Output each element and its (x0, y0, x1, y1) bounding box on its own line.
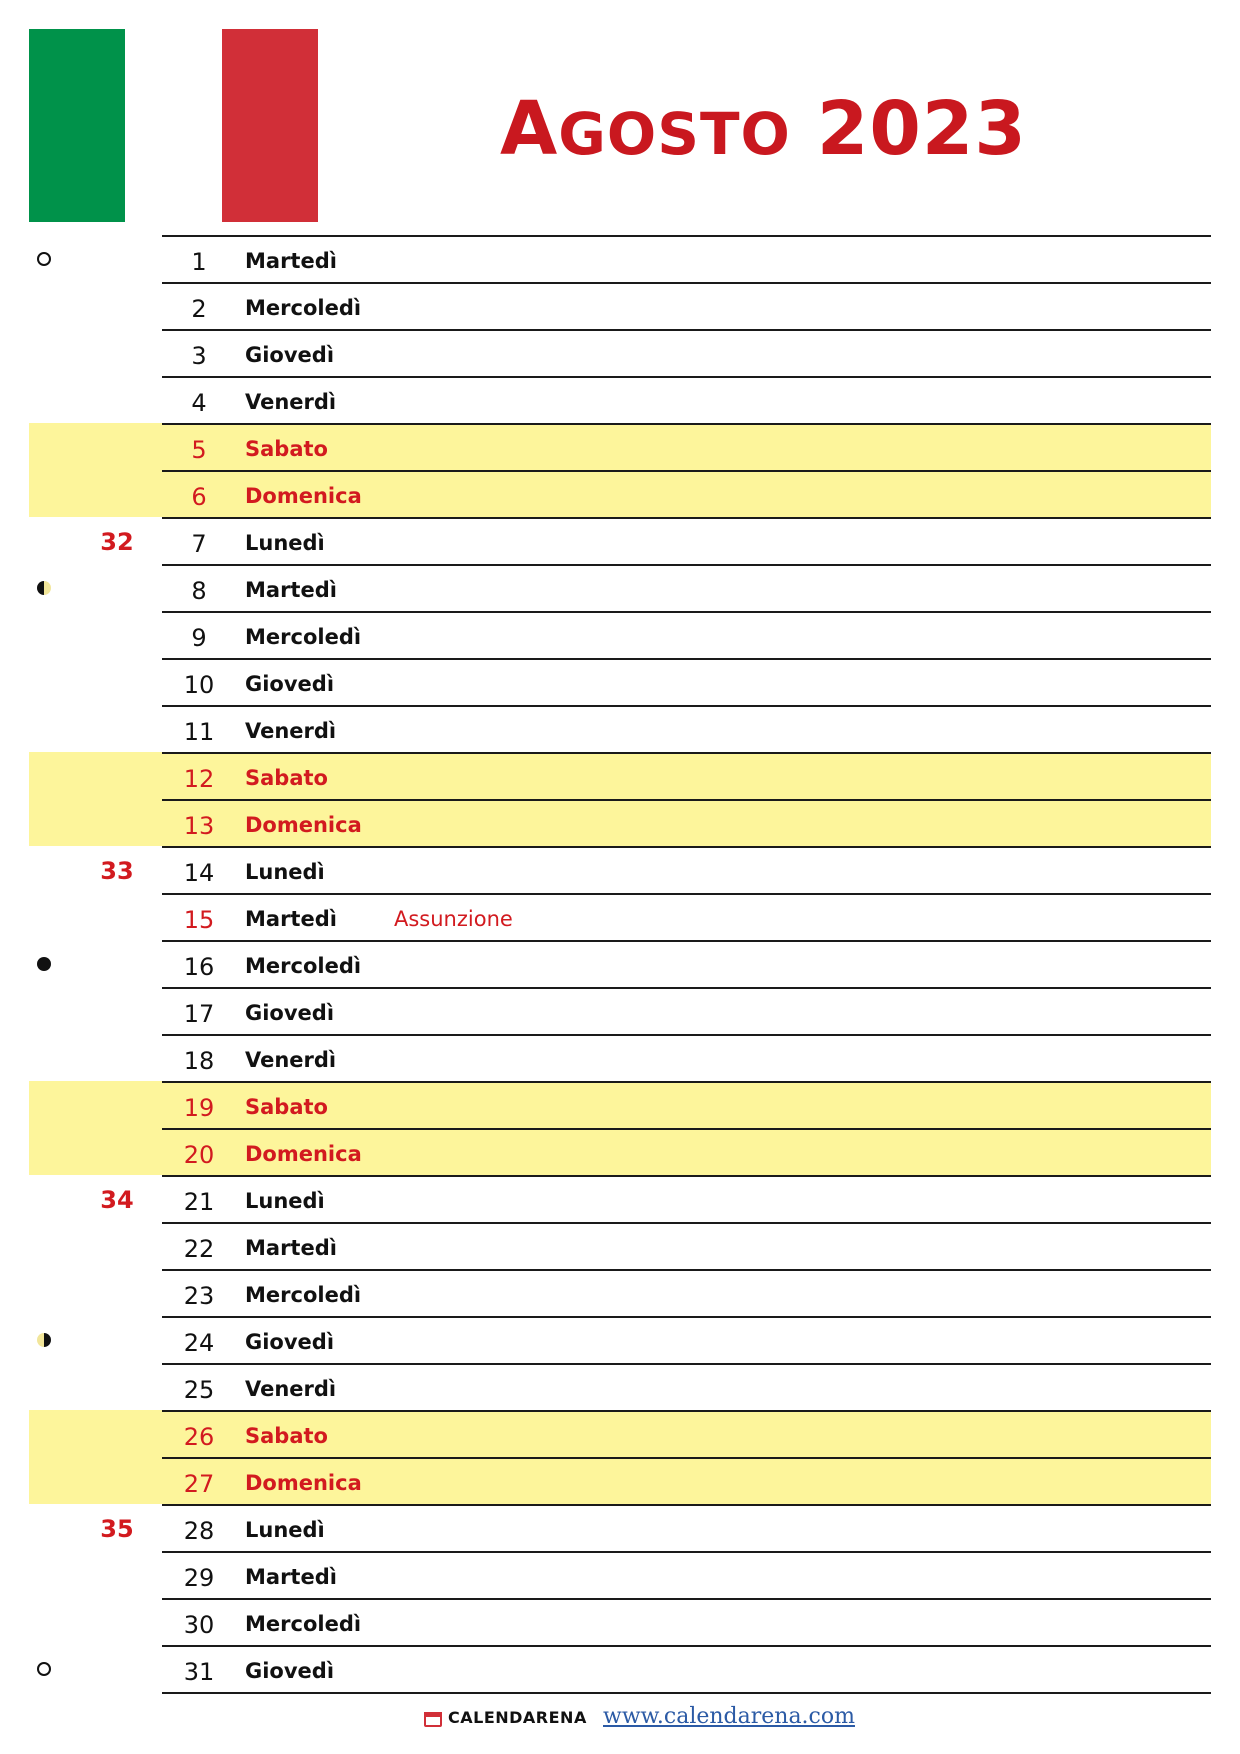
holiday-note: Assunzione (394, 907, 513, 931)
day-row (0, 1551, 1240, 1598)
row-divider (162, 752, 1211, 754)
weekday-name: Lunedì (245, 531, 325, 555)
weekday-name: Mercoledì (245, 1283, 362, 1307)
moon-first-icon (37, 1333, 51, 1347)
day-number: 1 (191, 248, 207, 276)
row-divider (162, 1551, 1211, 1553)
row-divider (162, 376, 1211, 378)
day-row (0, 1598, 1240, 1645)
weekday-name: Sabato (245, 437, 328, 461)
day-row (0, 282, 1240, 329)
day-number: 26 (183, 1423, 215, 1451)
weekday-name: Martedì (245, 249, 337, 273)
day-number: 17 (183, 1000, 215, 1028)
row-divider (162, 799, 1211, 801)
weekday-name: Mercoledì (245, 954, 362, 978)
row-divider (162, 329, 1211, 331)
day-row (0, 1128, 1240, 1175)
day-number: 24 (183, 1329, 215, 1357)
row-divider (162, 1128, 1211, 1130)
page-title (500, 86, 1027, 172)
day-number: 27 (183, 1470, 215, 1498)
row-divider (162, 846, 1211, 848)
row-divider (162, 1034, 1211, 1036)
website-link[interactable]: www.calendarena.com (603, 1704, 855, 1729)
day-number: 29 (183, 1564, 215, 1592)
row-divider (162, 282, 1211, 284)
calendar-icon (424, 1709, 442, 1727)
row-divider (162, 1363, 1211, 1365)
row-divider (162, 893, 1211, 895)
row-divider (162, 987, 1211, 989)
row-divider (162, 235, 1211, 237)
row-divider (162, 705, 1211, 707)
day-number: 21 (183, 1188, 215, 1216)
brand-logo (424, 1708, 587, 1727)
weekday-name: Mercoledì (245, 625, 362, 649)
week-number: 35 (100, 1515, 134, 1543)
day-row (0, 1363, 1240, 1410)
day-row (0, 423, 1240, 470)
weekday-name: Mercoledì (245, 1612, 362, 1636)
brand-name: CALENDARENA (448, 1708, 587, 1727)
day-number: 23 (183, 1282, 215, 1310)
day-number: 28 (183, 1517, 215, 1545)
day-row (0, 846, 1240, 893)
day-row (0, 1410, 1240, 1457)
moon-full-icon (37, 1662, 51, 1676)
row-divider (162, 940, 1211, 942)
row-divider (162, 470, 1211, 472)
weekday-name: Giovedì (245, 1001, 335, 1025)
flag-red-stripe (222, 29, 318, 222)
weekday-name: Lunedì (245, 1189, 325, 1213)
day-row (0, 1316, 1240, 1363)
weekday-name: Martedì (245, 578, 337, 602)
day-row (0, 752, 1240, 799)
weekday-name: Venerdì (245, 1048, 337, 1072)
day-list (0, 235, 1240, 1692)
row-divider (162, 1457, 1211, 1459)
day-row (0, 329, 1240, 376)
day-row (0, 376, 1240, 423)
weekday-name: Martedì (245, 1565, 337, 1589)
row-divider (162, 1269, 1211, 1271)
day-row (0, 799, 1240, 846)
moon-new-icon (37, 957, 51, 971)
day-row (0, 1222, 1240, 1269)
day-row (0, 611, 1240, 658)
day-row (0, 1269, 1240, 1316)
day-number: 2 (191, 295, 207, 323)
day-row (0, 470, 1240, 517)
day-number: 20 (183, 1141, 215, 1169)
day-number: 8 (191, 577, 207, 605)
weekday-name: Sabato (245, 1424, 328, 1448)
row-divider (162, 611, 1211, 613)
day-number: 5 (191, 436, 207, 464)
week-number: 33 (100, 857, 134, 885)
day-number: 7 (191, 530, 207, 558)
weekday-name: Martedì (245, 907, 337, 931)
day-row (0, 658, 1240, 705)
moon-last-icon (37, 581, 51, 595)
day-number: 11 (183, 718, 215, 746)
day-number: 6 (191, 483, 207, 511)
weekday-name: Sabato (245, 766, 328, 790)
day-number: 18 (183, 1047, 215, 1075)
flag-white-stripe (125, 29, 222, 222)
row-divider (162, 1598, 1211, 1600)
weekday-name: Giovedì (245, 672, 335, 696)
weekday-name: Mercoledì (245, 296, 362, 320)
day-number: 9 (191, 624, 207, 652)
day-row (0, 1175, 1240, 1222)
row-divider (162, 1222, 1211, 1224)
day-row (0, 1081, 1240, 1128)
title-year: 2023 (816, 86, 1027, 172)
weekday-name: Domenica (245, 1142, 362, 1166)
day-row (0, 893, 1240, 940)
day-number: 30 (183, 1611, 215, 1639)
row-divider (162, 658, 1211, 660)
day-row (0, 987, 1240, 1034)
day-number: 22 (183, 1235, 215, 1263)
weekday-name: Domenica (245, 484, 362, 508)
day-number: 25 (183, 1376, 215, 1404)
day-number: 15 (183, 906, 215, 934)
day-row (0, 1645, 1240, 1692)
row-divider (162, 564, 1211, 566)
weekday-name: Giovedì (245, 1659, 335, 1683)
day-row (0, 940, 1240, 987)
row-divider (162, 1081, 1211, 1083)
weekday-name: Venerdì (245, 719, 337, 743)
footer (0, 1700, 1240, 1740)
title-initial: A (500, 86, 559, 172)
weekday-name: Giovedì (245, 343, 335, 367)
weekday-name: Martedì (245, 1236, 337, 1260)
day-row (0, 1034, 1240, 1081)
day-number: 16 (183, 953, 215, 981)
weekday-name: Sabato (245, 1095, 328, 1119)
day-row (0, 705, 1240, 752)
row-divider (162, 1316, 1211, 1318)
weekday-name: Lunedì (245, 860, 325, 884)
row-divider (162, 1645, 1211, 1647)
weekday-name: Lunedì (245, 1518, 325, 1542)
weekday-name: Domenica (245, 1471, 362, 1495)
day-number: 3 (191, 342, 207, 370)
moon-full-icon (37, 252, 51, 266)
day-number: 31 (183, 1658, 215, 1686)
day-number: 10 (183, 671, 215, 699)
day-row (0, 517, 1240, 564)
weekday-name: Venerdì (245, 1377, 337, 1401)
day-number: 12 (183, 765, 215, 793)
row-divider (162, 1410, 1211, 1412)
weekday-name: Giovedì (245, 1330, 335, 1354)
day-row (0, 1457, 1240, 1504)
weekday-name: Domenica (245, 813, 362, 837)
weekday-name: Venerdì (245, 390, 337, 414)
day-number: 14 (183, 859, 215, 887)
flag-green-stripe (29, 29, 125, 222)
week-number: 32 (100, 528, 134, 556)
day-number: 4 (191, 389, 207, 417)
row-divider (162, 1504, 1211, 1506)
day-row (0, 235, 1240, 282)
row-divider (162, 423, 1211, 425)
day-number: 13 (183, 812, 215, 840)
day-row (0, 1504, 1240, 1551)
row-divider (162, 1175, 1211, 1177)
title-rest: GOSTO (558, 100, 791, 168)
week-number: 34 (100, 1186, 134, 1214)
row-divider (162, 517, 1211, 519)
bottom-divider (162, 1692, 1211, 1694)
day-number: 19 (183, 1094, 215, 1122)
day-row (0, 564, 1240, 611)
